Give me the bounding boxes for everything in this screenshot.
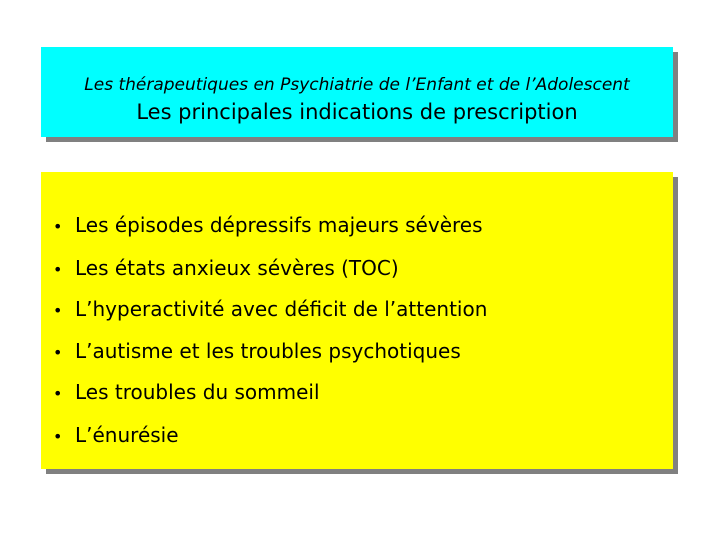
bullet-item [53, 296, 487, 322]
bullet-text: Les états anxieux sévères (TOC) [75, 256, 399, 280]
bullet-item [53, 379, 320, 405]
bullet-text: L’hyperactivité avec déficit de l’attention [75, 297, 488, 321]
bullet-icon: • [53, 384, 63, 403]
bullet-item [53, 255, 399, 281]
bullet-icon: • [53, 301, 63, 320]
bullet-icon: • [53, 427, 63, 446]
bullet-icon: • [53, 343, 63, 362]
bullet-icon: • [53, 217, 63, 236]
bullet-item [53, 422, 179, 448]
title-subtitle: Les thérapeutiques en Psychiatrie de l’Enfant et de l’Adolescent [84, 75, 630, 95]
bullet-item [53, 212, 483, 238]
bullet-text: L’autisme et les troubles psychotiques [75, 339, 461, 363]
bullet-text: Les troubles du sommeil [75, 380, 320, 404]
bullet-text: Les épisodes dépressifs majeurs sévères [75, 213, 483, 237]
bullet-text: L’énurésie [75, 423, 179, 447]
bullet-icon: • [53, 260, 63, 279]
title-box [41, 47, 673, 137]
title-main: Les principales indications de prescription [136, 100, 578, 124]
content-box [41, 172, 673, 469]
bullet-item [53, 338, 461, 364]
